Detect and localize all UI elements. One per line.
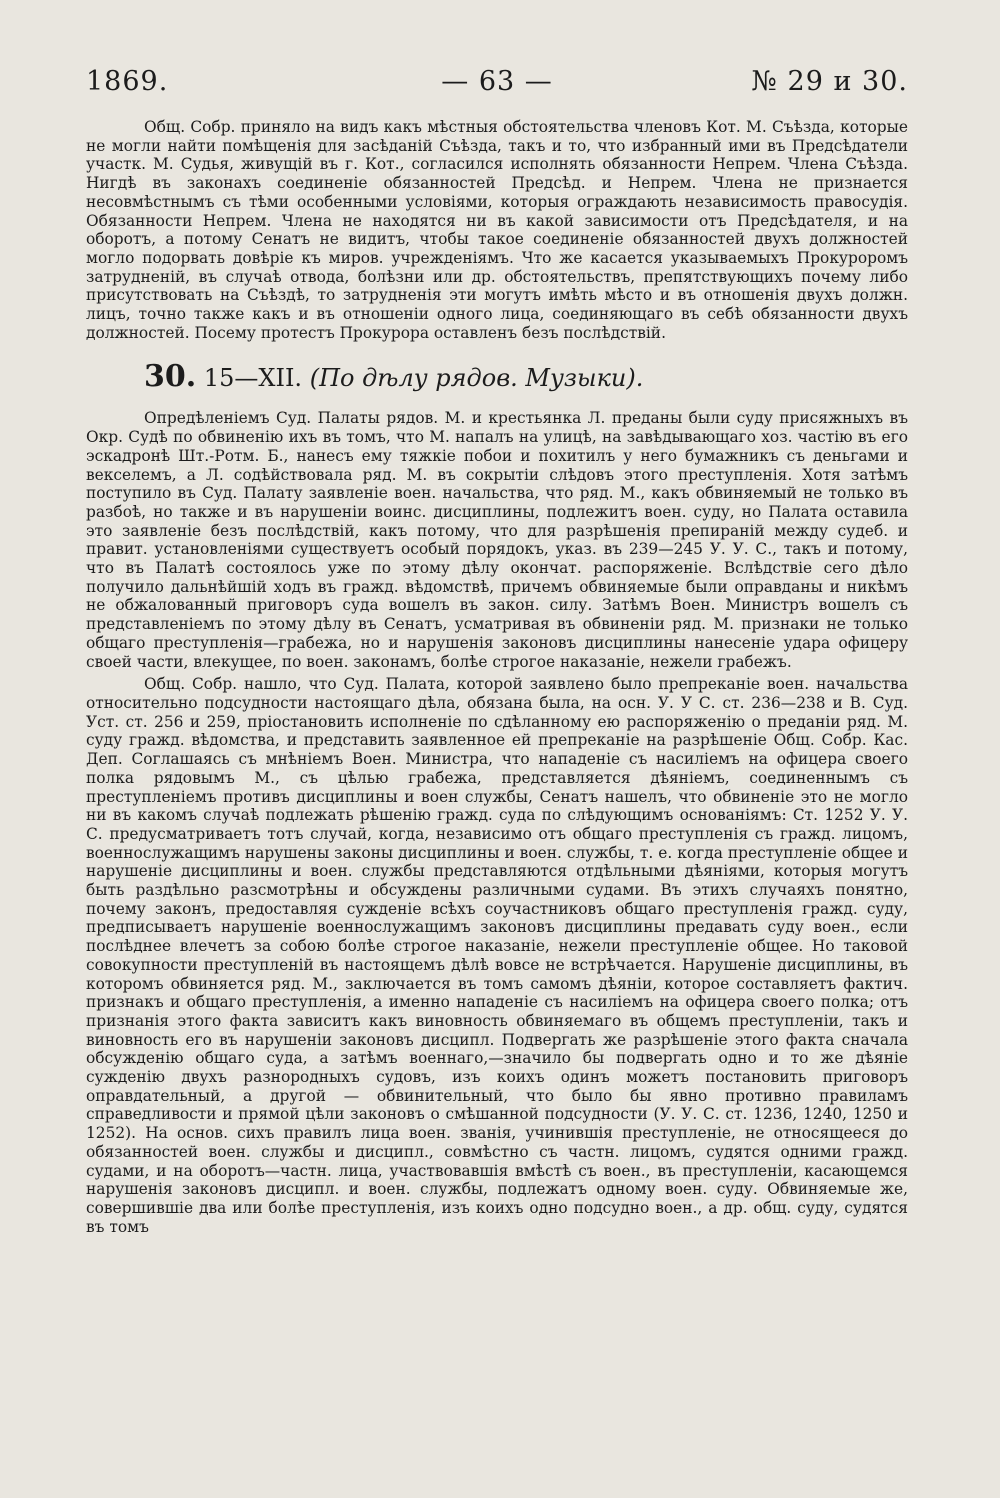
paragraph-2: Опредѣленіемъ Суд. Палаты рядов. М. и крестьянка Л. преданы были суду присяжныхъ въ Окр. Судѣ по обвиненію ихъ въ томъ, что М. напалъ на улицѣ, на завѣдывающаго хоз. частію въ его эскадронѣ Шт.-Ротм. Б., нанесъ ему тяжкіе побои и похитилъ у него бумажникъ съ деньгами и векселемъ, а Л. содѣйствовала ряд. М. въ сокрытіи слѣдовъ этого преступленія. Хотя затѣмъ поступило въ Суд. Палату заявленіе воен. начальства, что ряд. М., какъ обвиняемый не только въ разбоѣ, но также и въ нарушеніи воинс. дисциплины, подлежитъ воен. суду, но Палата оставила это заявленіе безъ послѣдствій, какъ потому, что для разрѣшенія препираній между судеб. и правит. установленіями существуетъ особый порядокъ, указ. въ 239—245 У. У. С., такъ и потому, что въ Палатѣ состоялось уже по этому дѣлу окончат. распоряженіе. Вслѣдствіе сего дѣло получило дальнѣйшій ходъ въ гражд. вѣдомствѣ, причемъ обвиняемые были оправданы и никѣмъ не обжалованный приговоръ суда вошелъ въ закон. силу. Затѣмъ Воен. Министръ вошелъ съ представленіемъ по этому дѣлу въ Сенатъ, усматривая въ обвиненіи ряд. М. признаки не только общаго преступленія—грабежа, но и нарушенія законовъ дисциплины нанесеніе удара офицеру своей части, влекущее, по воен. законамъ, болѣе строгое наказаніе, нежели грабежъ.	[86, 409, 908, 671]
page-body	[86, 118, 908, 1236]
paragraph-1: Общ. Собр. приняло на видъ какъ мѣстныя обстоятельства членовъ Кот. М. Съѣзда, которые не могли найти помѣщенія для засѣданій Съѣзда, такъ и то, что избранный ими въ Предсѣдатели участк. М. Судья, живущій въ г. Кот., согласился исполнять обязанности Непрем. Члена Съѣзда. Нигдѣ въ законахъ соединеніе обязанностей Предсѣд. и Непрем. Члена не признается несовмѣстнымъ съ тѣми особенными условіями, которыя ограждають независимость правосудія. Обязанности Непрем. Члена не находятся ни въ какой зависимости отъ Предсѣдателя, и на оборотъ, а потому Сенатъ не видитъ, чтобы такое соединеніе обязанностей двухъ должностей могло подорвать довѣріе къ миров. учрежденіямъ. Что же касается указываемыхъ Прокуроромъ затрудненій, въ случаѣ отвода, болѣзни или др. обстоятельствъ, препятствующихъ почему либо присутствовать на Съѣздѣ, то затрудненія эти могутъ имѣть мѣсто и въ отношенія двухъ должн. лицъ, точно также какъ и въ отношеніи одного лица, соединяющаго въ себѣ обязанности двухъ должностей. Посему протестъ Прокурора оставленъ безъ послѣдствій.	[86, 118, 908, 342]
page-header	[86, 66, 908, 110]
paragraph-3: Общ. Собр. нашло, что Суд. Палата, которой заявлено было препреканіе воен. начальства относительно подсудности настоящаго дѣла, обязана была, на осн. У. У С. ст. 236—238 и В. Суд. Уст. ст. 256 и 259, пріостановить исполненіе по сдѣланному ею распоряженію о преданіи ряд. М. суду гражд. вѣдомства, и представить заявленное ей препреканіе на разрѣшеніе Общ. Собр. Кас. Деп. Соглашаясь съ мнѣніемъ Воен. Министра, что нападеніе съ насиліемъ на офицера своего полка рядовымъ М., съ цѣлью грабежа, представляется дѣяніемъ, соединеннымъ съ преступленіемъ противъ дисциплины и воен службы, Сенатъ нашелъ, что обвиненіе это не могло ни въ какомъ случаѣ подлежать рѣшенію гражд. суда по слѣдующимъ основаніямъ: Ст. 1252 У. У. С. предусматриваетъ тотъ случай, когда, независимо отъ общаго преступленія съ гражд. лицомъ, военнослужащимъ нарушены законы дисциплины и воен. службы, т. е. когда преступленіе общее и нарушеніе дисциплины и воен. службы представляются отдѣльными дѣяніями, которыя могутъ быть раздѣльно разсмотрѣны и обсуждены различными судами. Въ этихъ случаяхъ понятно, почему законъ, предоставляя сужденіе всѣхъ соучастниковъ общаго преступленія гражд. суду, предписываетъ нарушеніе военнослужащимъ законовъ дисциплины предавать суду воен., если послѣднее влечетъ за собою болѣе строгое наказаніе, нежели преступленіе общее. Но таковой совокупности преступленій въ настоящемъ дѣлѣ вовсе не встрѣчается. Нарушеніе дисциплины, въ которомъ обвиняется ряд. М., заключается въ томъ самомъ дѣяніи, которое составляетъ фактич. признакъ и общаго преступленія, а именно нападеніе съ насиліемъ на офицера своего полка; отъ признанія этого факта зависитъ какъ виновность обвиняемаго въ общемъ преступленіи, такъ и виновность его въ нарушеніи законовъ дисципл. Подвергать же разрѣшеніе этого факта сначала обсужденію общаго суда, а затѣмъ военнаго,—значило бы подвергать одно и то же дѣяніе сужденію двухъ разнородныхъ судовъ, изъ коихъ одинъ можетъ постановить приговоръ оправдательный, а другой — обвинительный, что было бы явно противно правиламъ справедливости и прямой цѣли законовъ о смѣшанной подсудности (У. У. С. ст. 1236, 1240, 1250 и 1252). На основ. сихъ правилъ лица воен. званія, учинившія преступленіе, не относящееся до обязанностей воен. службы и дисципл., совмѣстно съ частн. лицомъ, судятся одними гражд. судами, и на оборотъ—частн. лица, участвовавшія вмѣстѣ съ воен., въ преступленіи, касающемся нарушенія законовъ дисципл. и воен. службы, подлежатъ одному воен. суду. Обвиняемые же, совершившіе два или болѣе преступленія, изъ коихъ одно подсудно воен., а др. общ. суду, судятся въ томъ	[86, 675, 908, 1236]
case-title: (По дѣлу рядов. Музыки).	[309, 364, 644, 393]
header-year: 1869.	[86, 66, 169, 97]
issue-number: № 29 и 30.	[751, 66, 908, 97]
case-date: 15—XII.	[203, 364, 303, 393]
case-heading	[144, 359, 908, 395]
case-number: 30.	[144, 359, 197, 395]
page-number: — 63 —	[441, 66, 553, 97]
